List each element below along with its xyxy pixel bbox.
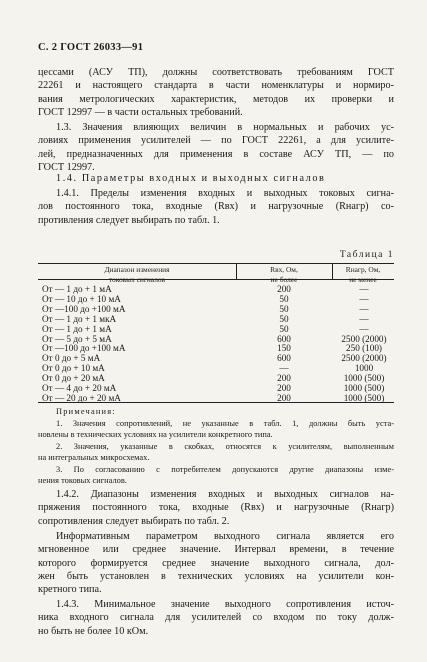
text-line: лей, предназначенных для применения в составе АСУ ТП, — по bbox=[38, 148, 394, 160]
cell-rin: 50 bbox=[279, 303, 289, 314]
cell-range: От —100 до +100 мА bbox=[42, 343, 126, 354]
cell-rload: 2500 (2000) bbox=[341, 353, 387, 364]
table-row bbox=[38, 373, 394, 383]
intro-paragraph bbox=[38, 66, 394, 119]
text-line: кретного типа. bbox=[38, 584, 102, 596]
cell-range: От — 10 до + 10 мА bbox=[42, 293, 121, 304]
text-line: ловиях применения усилителей — по ГОСТ 22261, а для усилите- bbox=[38, 135, 394, 147]
cell-rin: 200 bbox=[277, 373, 291, 384]
header-text: не более bbox=[270, 274, 298, 284]
text-line: жен быть установлен в технических условиях на усилители кон- bbox=[38, 570, 394, 582]
cell-rload: 1000 (500) bbox=[343, 383, 385, 393]
header-text: Rнагр, Ом, bbox=[345, 265, 381, 274]
table-header-rin bbox=[236, 265, 332, 284]
text-line: 1.4.1. Пределы изменения входных и выходных токовых сигна- bbox=[56, 188, 394, 199]
cell-rin: 200 bbox=[277, 284, 291, 294]
text-line: 1.4.2. Диапазоны изменения входных и выходных сигналов на- bbox=[56, 489, 394, 500]
table-row bbox=[38, 363, 394, 373]
text-line: цессами (АСУ ТП), должны соответствовать требованиям ГОСТ bbox=[38, 67, 394, 78]
cell-rin: — bbox=[279, 363, 289, 374]
text-line: вания метрологических характеристик, методов их проверки и bbox=[38, 93, 394, 105]
cell-rin: 50 bbox=[279, 313, 289, 324]
paragraph-informative bbox=[38, 530, 394, 596]
paragraph-1-4-3 bbox=[38, 598, 394, 638]
header-text: Rвх, Ом, bbox=[270, 265, 298, 274]
cell-range: От — 1 до + 1 мкА bbox=[42, 313, 117, 324]
cell-range: От — 1 до + 1 мА bbox=[42, 284, 112, 294]
table-row bbox=[38, 314, 394, 324]
table-row bbox=[38, 304, 394, 314]
cell-range: От — 4 до + 20 мА bbox=[42, 383, 117, 393]
header-text: токовых сигналов bbox=[108, 274, 166, 284]
text-line: Информативным параметром выходного сигнала является его bbox=[56, 531, 394, 542]
table-bottom-rule bbox=[38, 402, 394, 403]
cell-range: От 0 до + 5 мА bbox=[42, 353, 101, 364]
cell-rload: 1000 (500) bbox=[343, 392, 385, 403]
cell-rin: 600 bbox=[277, 353, 291, 364]
note-line: 2. Значения, указанные в скобках, относятся к усилителям, выполненным bbox=[56, 441, 394, 451]
table-row bbox=[38, 334, 394, 344]
section-title: 1.4. Параметры входных и выходных сигналов bbox=[56, 173, 326, 184]
table-header-range bbox=[38, 265, 236, 284]
cell-rin: 200 bbox=[277, 392, 291, 403]
table-row bbox=[38, 343, 394, 353]
paragraph-1-3 bbox=[38, 121, 394, 174]
cell-rload: 1000 (500) bbox=[343, 373, 385, 384]
table-top-rule bbox=[38, 263, 394, 264]
cell-rload: — bbox=[359, 293, 369, 304]
header-text: Диапазон изменения bbox=[104, 265, 170, 274]
note-line: на интегральных микросхемах. bbox=[38, 453, 150, 462]
text-line: противления следует выбирать по табл. 1. bbox=[38, 214, 220, 226]
section-heading bbox=[38, 172, 394, 185]
cell-rload: 1000 bbox=[354, 363, 374, 374]
cell-rload: 2500 (2000) bbox=[341, 333, 387, 344]
text-line: 1.4.3. Минимальное значение выходного сопротивления источ- bbox=[56, 599, 394, 610]
note-line: нения токовых сигналов. bbox=[38, 476, 127, 485]
cell-rin: 600 bbox=[277, 333, 291, 344]
cell-rload: — bbox=[359, 323, 369, 334]
text-line: лов постоянного тока, входные (Rвх) и нагрузочные (Rнагр) со- bbox=[38, 201, 394, 213]
table-row bbox=[38, 383, 394, 393]
table-row bbox=[38, 294, 394, 304]
cell-range: От — 5 до + 5 мА bbox=[42, 333, 112, 344]
header-text: не менее bbox=[349, 274, 377, 284]
cell-range: От — 20 до + 20 мА bbox=[42, 392, 121, 403]
cell-rload: — bbox=[359, 303, 369, 314]
table-row bbox=[38, 324, 394, 334]
table-row bbox=[38, 284, 394, 294]
cell-rin: 150 bbox=[277, 343, 291, 354]
cell-range: От —100 до +100 мА bbox=[42, 303, 126, 314]
cell-rin: 50 bbox=[279, 323, 289, 334]
text-line: сопротивления следует выбирать по табл. 2. bbox=[38, 515, 230, 527]
text-line: мгновенное или среднее значение. Интервал времени, в течение bbox=[38, 544, 394, 556]
cell-range: От 0 до + 10 мА bbox=[42, 363, 105, 374]
paragraph-1-4-2 bbox=[38, 488, 394, 528]
text-line: ника входного сигнала для усилителей со входом по току долж- bbox=[38, 612, 394, 624]
text-line: ГОСТ 12997 — в части остальных требований. bbox=[38, 106, 243, 118]
paragraph-1-4-1 bbox=[38, 187, 394, 227]
cell-range: От 0 до + 20 мА bbox=[42, 373, 105, 384]
cell-rload: — bbox=[359, 284, 369, 294]
note-line: 3. По согласованию с потребителем допускаются другие диапазоны изме- bbox=[56, 464, 394, 474]
table-row bbox=[38, 353, 394, 363]
text-line: но быть не более 10 кОм. bbox=[38, 625, 149, 637]
notes-title: Примечания: bbox=[56, 407, 116, 416]
table-header-rload bbox=[332, 265, 394, 284]
cell-rin: 50 bbox=[279, 293, 289, 304]
cell-range: От — 1 до + 1 мА bbox=[42, 323, 112, 334]
table-notes bbox=[38, 406, 394, 487]
cell-rin: 200 bbox=[277, 383, 291, 393]
cell-rload: 250 (100) bbox=[346, 343, 382, 354]
table-caption: Таблица 1 bbox=[339, 250, 394, 260]
page-header: С. 2 ГОСТ 26033—91 bbox=[38, 42, 144, 53]
text-line: 1.3. Значения влияющих величин в нормальных и рабочих ус- bbox=[56, 122, 394, 133]
cell-rload: — bbox=[359, 313, 369, 324]
text-line: ГОСТ 12997. bbox=[38, 161, 95, 173]
text-line: пряжения постоянного тока, входные (Rвх) и нагрузочные (Rнагр) bbox=[38, 502, 394, 514]
note-line: 1. Значения сопротивлений, не указанные в табл. 1, должны быть уста- bbox=[56, 418, 394, 428]
note-line: новлены в технических условиях на усилители конкретного типа. bbox=[38, 430, 273, 439]
text-line: 22261 и настоящего стандарта в части номенклатуры и нормиро- bbox=[38, 80, 394, 92]
text-line: которого формируется среднее значение выходного сигнала, дол- bbox=[38, 557, 394, 569]
